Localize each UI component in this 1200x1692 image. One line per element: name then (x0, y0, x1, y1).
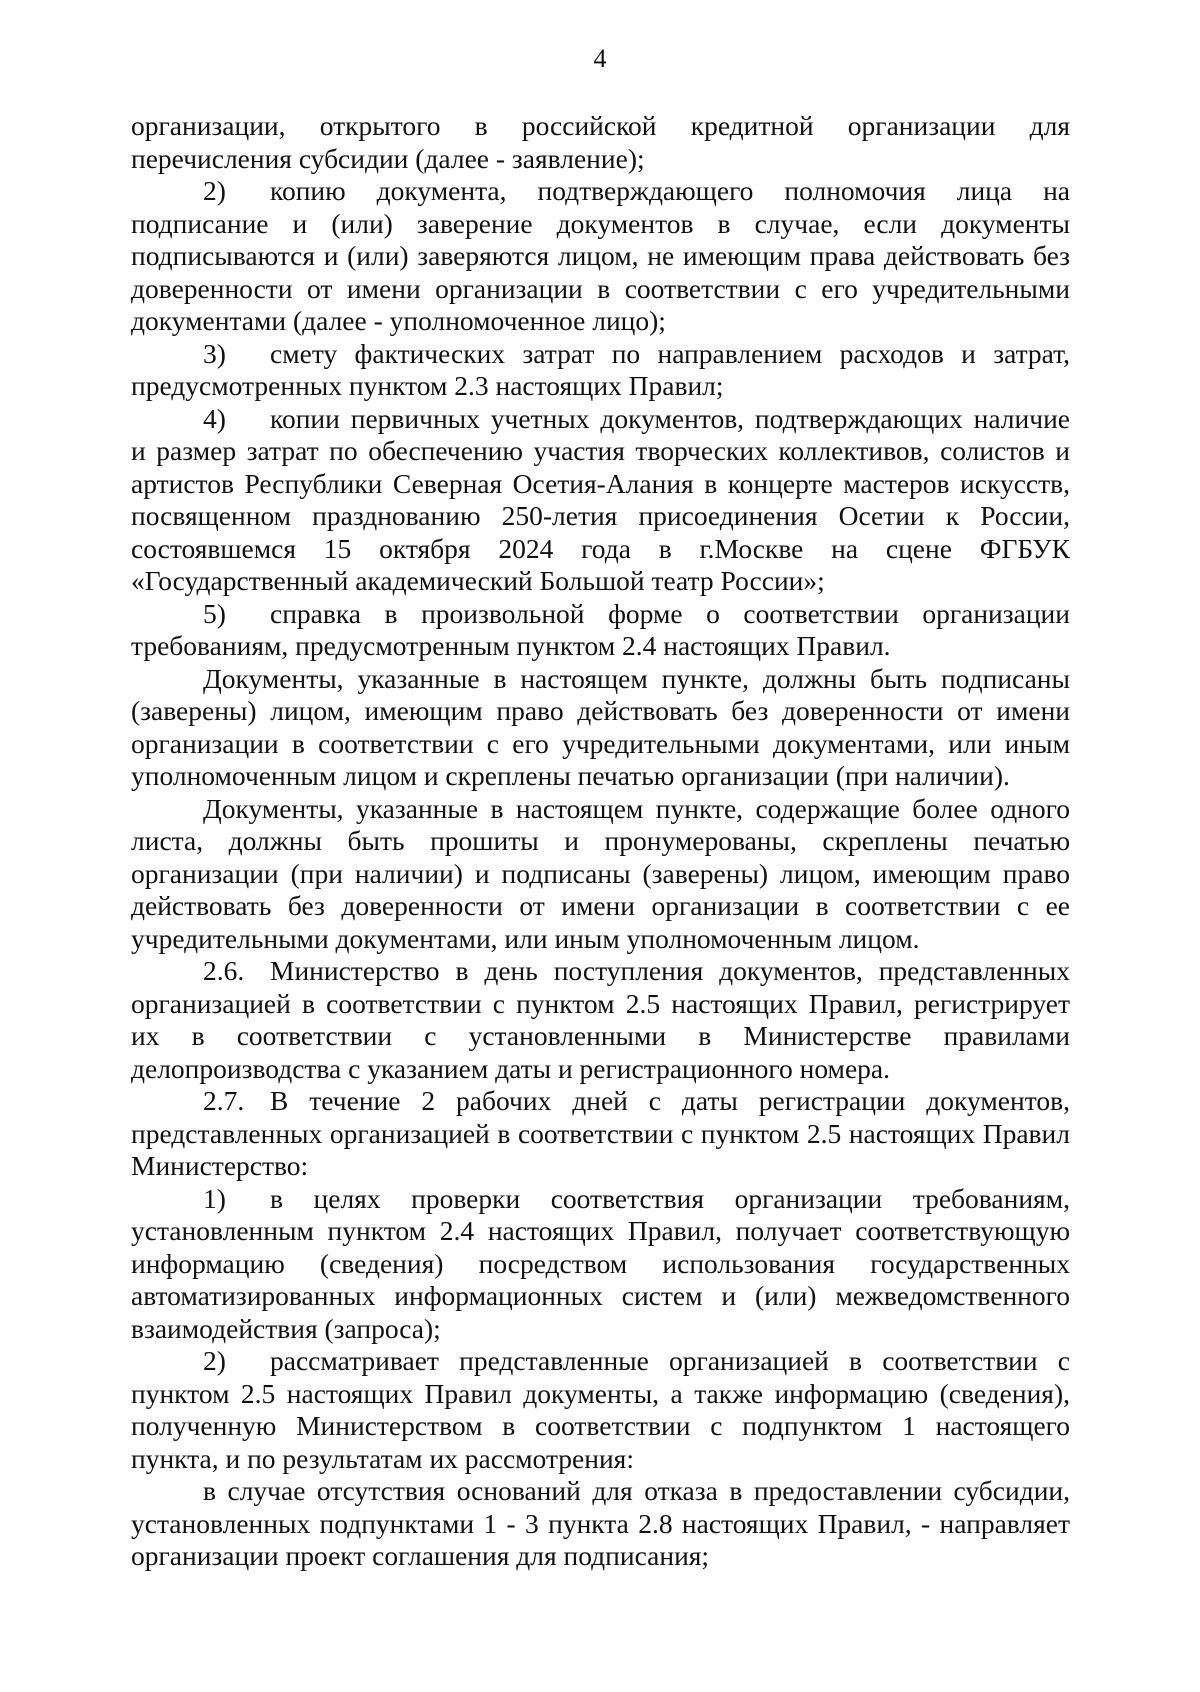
list-item-text: копии первичных учетных документов, подтверждающих наличие и размер затрат по обеспечению участия творческих коллективов, солистов и артистов Республики Северная Осетия-Алания в концерте мастеров искусств, посвященном празднованию 250-летия присоединения Осетии к России, состоявшемся 15 октября 2024 года в г.Москве на сцене ФГБУК «Государственный академический Большой театр России»; (131, 402, 1070, 596)
list-item (131, 403, 1070, 598)
page-number: 4 (593, 44, 607, 73)
list-item-number: 1) (203, 1182, 226, 1214)
list-item-text: справка в произвольной форме о соответствии организации требованиям, предусмотренным пунктом 2.4 настоящих Правил. (131, 597, 1070, 661)
paragraph-text: Документы, указанные в настоящем пункте, содержащие более одного листа, должны быть прошиты и пронумерованы, скреплены печатью организации (при наличии) и подписаны (заверены) лицом, имеющим право действовать без доверенности от имени организации в соответствии с ее учредительными документами, или иным уполномоченным лицом. (131, 792, 1070, 954)
list-item-text: смету фактических затрат по направлением расходов и затрат, предусмотренных пунктом 2.3 настоящих Правил; (131, 337, 1070, 401)
paragraph (131, 1475, 1070, 1573)
list-item (131, 598, 1070, 663)
clause-text: В течение 2 рабочих дней с даты регистрации документов, представленных организацией в соответствии с пунктом 2.5 настоящих Правил Министерство: (131, 1085, 1070, 1181)
list-item-text: копию документа, подтверждающего полномочия лица на подписание и (или) заверение документов в случае, если документы подписываются и (или) заверяются лицом, не имеющим права действовать без доверенности от имени организации в соответствии с его учредительными документами (далее - уполномоченное лицо); (131, 175, 1070, 336)
list-item-text: рассматривает представленные организацией в соответствии с пунктом 2.5 настоящих Правил документы, а также информацию (сведения), полученную Министерством в соответствии с подпунктом 1 настоящего пункта, и по результатам их рассмотрения: (131, 1345, 1070, 1474)
list-item-number: 4) (203, 402, 226, 434)
paragraph-text: организации, открытого в российской кредитной организации для перечисления субсидии (далее - заявление); (131, 110, 1070, 174)
list-item (131, 338, 1070, 403)
paragraph (131, 793, 1070, 956)
list-item (131, 1183, 1070, 1346)
list-item-number: 2) (203, 1345, 226, 1376)
clause-number: 2.7. (203, 1085, 245, 1116)
list-item-number: 2) (203, 175, 226, 206)
paragraph-continuation (131, 110, 1070, 175)
list-item (131, 175, 1070, 338)
list-item (131, 1345, 1070, 1475)
clause (131, 1085, 1070, 1183)
document-body (131, 110, 1070, 1573)
clause-text: Министерство в день поступления документов, представленных организацией в соответствии с пунктом 2.5 настоящих Правил, регистрирует их в соответствии с установленными в Министерстве правилами делопроизводства с указанием даты и регистрационного номера. (131, 955, 1070, 1084)
list-item-text: в целях проверки соответствия организации требованиям, установленным пунктом 2.4 настоящих Правил, получает соответствующую информацию (сведения) посредством использования государственных автоматизированных информационных систем и (или) межведомственного взаимодействия (запроса); (131, 1182, 1070, 1344)
list-item-number: 3) (203, 337, 226, 369)
paragraph-text: в случае отсутствия оснований для отказа в предоставлении субсидии, установленных подпунктами 1 - 3 пункта 2.8 настоящих Правил, - направляет организации проект соглашения для подписания; (131, 1475, 1070, 1571)
list-item-number: 5) (203, 597, 226, 629)
paragraph-text: Документы, указанные в настоящем пункте, должны быть подписаны (заверены) лицом, имеющим право действовать без доверенности от имени организации в соответствии с его учредительными документами, или иным уполномоченным лицом и скреплены печатью организации (при наличии). (131, 662, 1070, 791)
clause (131, 955, 1070, 1085)
clause-number: 2.6. (203, 955, 245, 986)
paragraph (131, 663, 1070, 793)
